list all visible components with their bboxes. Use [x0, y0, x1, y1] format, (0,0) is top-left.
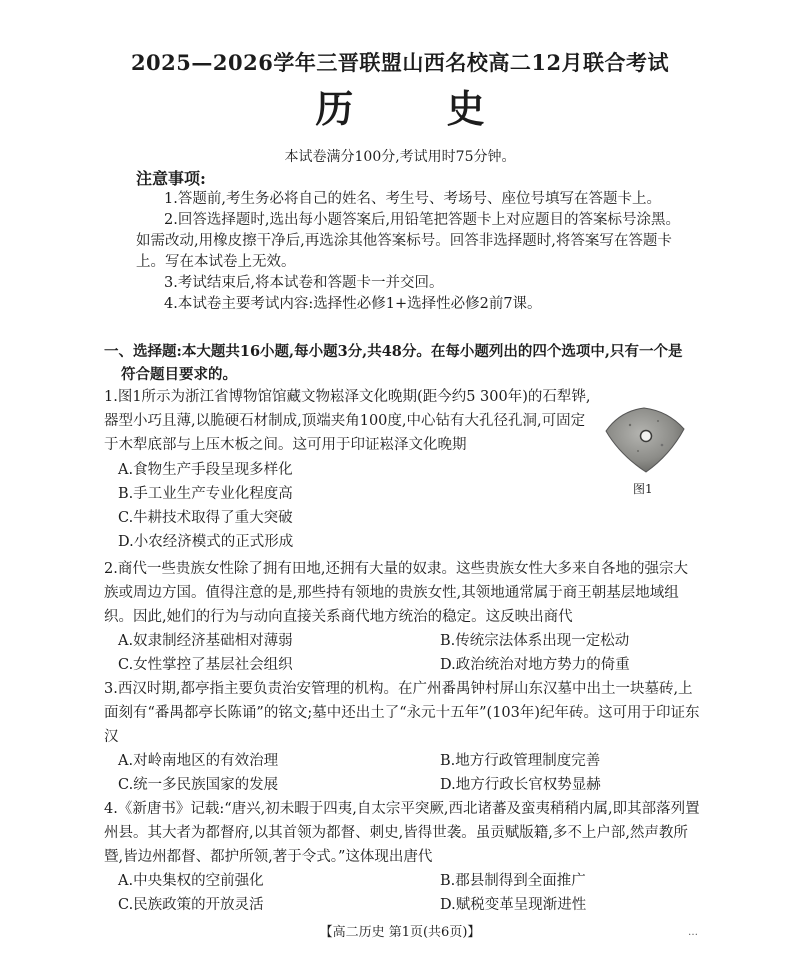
question-1-option-a: A.食物生产手段呈现多样化 — [118, 462, 293, 478]
question-2-option-d: D.政治统治对地方势力的倚重 — [440, 657, 630, 673]
question-4-option-a: A.中央集权的空前强化 — [118, 873, 264, 889]
figure-1-caption: 图1 — [633, 482, 653, 496]
section-heading-line-2: 符合题目要求的。 — [121, 366, 237, 383]
exam-info: 本试卷满分100分,考试用时75分钟。 — [284, 149, 516, 165]
question-4-option-d: D.赋税变革呈现渐进性 — [440, 897, 587, 913]
question-3-option-a: A.对岭南地区的有效治理 — [118, 753, 279, 769]
subject-title: 历 史 — [315, 86, 525, 131]
note-item-4: 4.本试卷主要考试内容:选择性必修1+选择性必修2前7课。 — [164, 296, 542, 312]
question-3-option-c: C.统一多民族国家的发展 — [118, 777, 279, 793]
question-1-stem: 1.图1所示为浙江省博物馆馆藏文物崧泽文化晚期(距今约5 300年)的石犁铧,器型小巧且薄,以脆硬石材制成,顶端夹角100度,中心钻有大孔径孔洞,可固定于木犁底部与上压木板之间。这可用于印证崧泽文化晚期 — [104, 389, 591, 453]
note-item-3: 3.考试结束后,将本试卷和答题卡一并交回。 — [164, 275, 444, 291]
page-footer: 【高二历史 第1页(共6页)】 — [319, 925, 481, 940]
stone-plough-figure — [600, 405, 690, 475]
question-4-stem: 4.《新唐书》记载:“唐兴,初未暇于四夷,自太宗平突厥,西北诸蕃及蛮夷稍稍内属,即其部落列置州县。其大者为都督府,以其首领为都督、刺史,皆得世袭。虽贡赋版籍,多不上户部,然声教所暨,皆边州都督、都护所领,著于令式。”这体现出唐代 — [104, 801, 700, 865]
question-3-option-b: B.地方行政管理制度完善 — [440, 753, 601, 769]
question-1-option-d: D.小农经济模式的正式形成 — [118, 534, 294, 550]
section-heading-line-1: 一、选择题:本大题共16小题,每小题3分,共48分。在每小题列出的四个选项中,只有一个是 — [104, 343, 683, 360]
question-3-stem: 3.西汉时期,都亭指主要负责治安管理的机构。在广州番禺钟村屏山东汉墓中出土一块墓砖,上面刻有“番禺都亭长陈诵”的铭文;墓中还出土了“永元十五年”(103年)纪年砖。这可用于印证东汉 — [104, 681, 700, 745]
question-2-option-a: A.奴隶制经济基础相对薄弱 — [118, 633, 293, 649]
question-1-option-b: B.手工业生产专业化程度高 — [118, 486, 293, 502]
question-2-option-b: B.传统宗法体系出现一定松动 — [440, 633, 630, 649]
question-4-option-b: B.郡县制得到全面推广 — [440, 873, 586, 889]
exam-title: 2025—2026学年三晋联盟山西名校高二12月联合考试 — [130, 50, 670, 75]
question-2-option-c: C.女性掌控了基层社会组织 — [118, 657, 293, 673]
notes-heading: 注意事项: — [136, 169, 206, 188]
section-heading — [104, 340, 724, 386]
note-item-2: 2.回答选择题时,选出每小题答案后,用铅笔把答题卡上对应题目的答案标号涂黑。如需改动,用橡皮擦干净后,再选涂其他答案标号。回答非选择题时,将答案写在答题卡上。写在本试卷上无效。 — [136, 212, 681, 270]
corner-mark: … — [688, 927, 698, 938]
question-3-option-d: D.地方行政长官权势显赫 — [440, 777, 601, 793]
question-4-option-c: C.民族政策的开放灵活 — [118, 897, 264, 913]
note-item-1: 1.答题前,考生务必将自己的姓名、考生号、考场号、座位号填写在答题卡上。 — [164, 191, 661, 207]
question-1-option-c: C.牛耕技术取得了重大突破 — [118, 510, 293, 526]
question-2-stem: 2.商代一些贵族女性除了拥有田地,还拥有大量的奴隶。这些贵族女性大多来自各地的强宗大族或周边方国。值得注意的是,那些持有领地的贵族女性,其领地通常属于商王朝基层地域组织。因此,她们的行为与动向直接关系商代地方统治的稳定。这反映出商代 — [104, 561, 688, 625]
